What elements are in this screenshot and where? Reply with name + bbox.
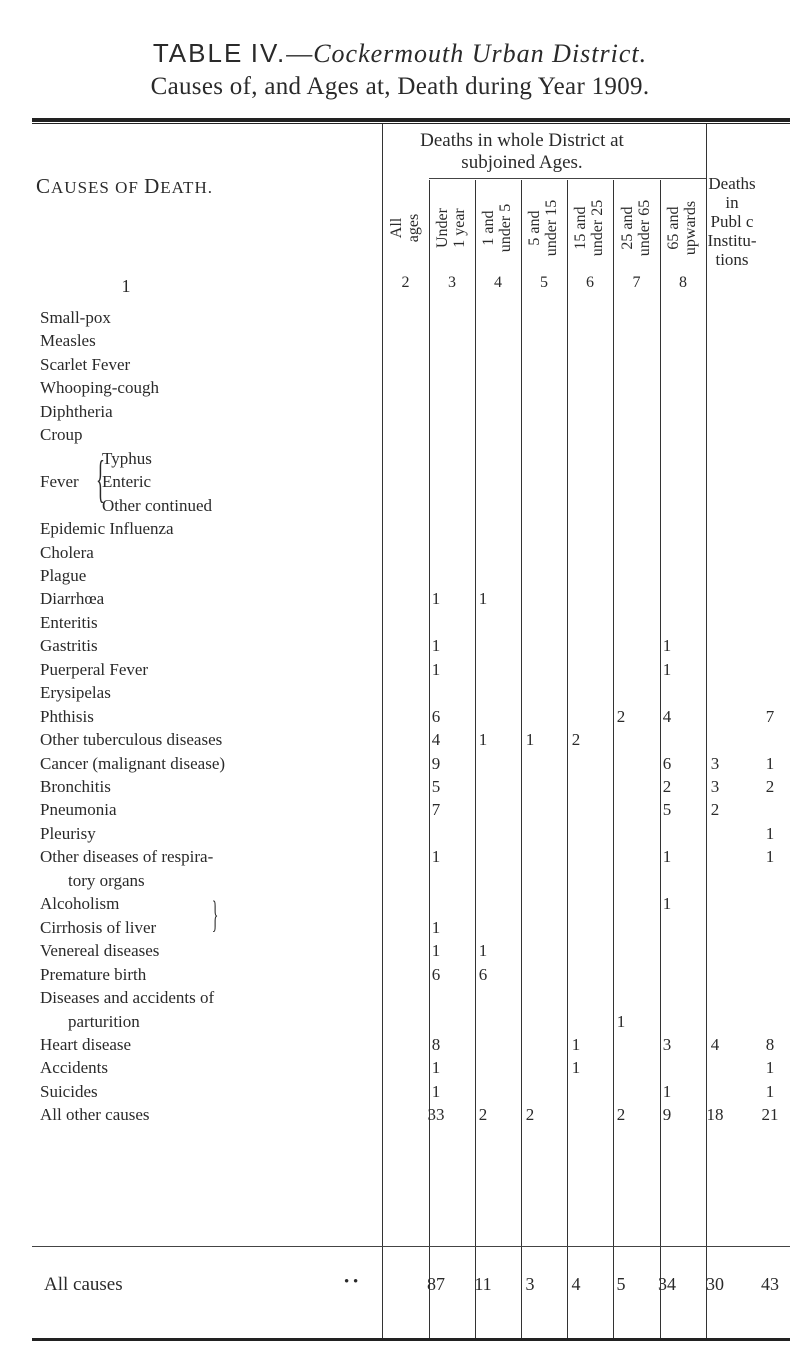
cause-label: Premature birth [40, 964, 147, 984]
totals-leader-dots: • • [344, 1274, 359, 1290]
col-number: 5 [540, 274, 548, 291]
col-number: 4 [494, 274, 502, 291]
table-cell: 1 [662, 1081, 672, 1101]
cause-label: Puerperal Fever [40, 659, 149, 679]
cause-label: Cancer (malignant disease) [40, 753, 226, 773]
causes-header: CAUSES OF DEATH. [36, 174, 213, 198]
col-header-line: ages [404, 213, 422, 243]
col-header-line: 1 and [480, 210, 497, 246]
cause-label: Croup [40, 425, 83, 445]
table-cell: 1 [662, 847, 672, 867]
col-header-line: 15 and [572, 206, 589, 250]
table-cell: 1 [571, 1058, 581, 1078]
table-cell: 7 [431, 800, 441, 820]
table-cell: 1 [525, 730, 535, 750]
table-cell: 1 [431, 1081, 441, 1101]
table-cell: 1 [478, 730, 488, 750]
col-rule [521, 180, 522, 1338]
col-header-4 [480, 188, 516, 268]
cause-label: Erysipelas [40, 683, 111, 703]
col-header-line: 25 and [618, 206, 636, 250]
table-cell: 7 [765, 706, 775, 726]
table-cell: 2 [571, 730, 581, 750]
table-subtitle: Causes of, and Ages at, Death during Year 1909. [150, 73, 650, 100]
table-cell: 18 [706, 1105, 724, 1125]
table-cell: 1 [431, 917, 441, 937]
table-cell: 4 [431, 730, 441, 750]
totals-rule [32, 1246, 790, 1247]
col-rule [567, 180, 568, 1338]
table-cell: 1 [431, 589, 441, 609]
table-heading [0, 38, 800, 101]
table-cell: 3 [710, 777, 720, 796]
table-cell: 2 [765, 777, 775, 796]
cause-label: Diseases and accidents of [40, 988, 215, 1008]
cause-label: Enteritis [40, 612, 98, 632]
table-cell: 3 [710, 753, 720, 773]
cause-label: Venereal diseases [40, 941, 160, 961]
table-cell: 33 [427, 1105, 445, 1125]
col-header-line: 1 year [451, 208, 468, 248]
cause-label: Typhus [102, 448, 152, 468]
table-cell: 1 [765, 753, 775, 773]
col-header-line: 5 and [526, 210, 543, 246]
cause-label: All other causes [40, 1105, 150, 1125]
table-cell: 8 [765, 1034, 775, 1054]
table-cell: 4 [710, 1034, 720, 1054]
table-cell: 1 [765, 1081, 775, 1101]
col-header-7 [619, 188, 655, 268]
col-header-line: under 25 [589, 199, 606, 257]
table-cell: 5 [431, 777, 441, 796]
totals-cell: 4 [571, 1274, 581, 1294]
table-cell: 2 [616, 1105, 626, 1125]
table-cell: 9 [662, 1105, 672, 1125]
cause-label: Measles [40, 331, 96, 351]
table-cell: 8 [431, 1034, 441, 1054]
totals-label: All causes [44, 1274, 123, 1295]
table-cell: 1 [662, 659, 672, 679]
liver-brace-icon: } [211, 894, 219, 937]
col-number: 3 [448, 274, 456, 291]
bottom-rule [32, 1338, 790, 1341]
totals-cell: 34 [658, 1274, 676, 1294]
table-cell: 5 [662, 800, 672, 820]
cause-label: Other continued [102, 495, 212, 515]
cause-label: Enteric [102, 472, 152, 492]
cause-label: Other tuberculous diseases [40, 730, 223, 750]
cause-label: Accidents [40, 1058, 108, 1078]
cause-label: Gastritis [40, 636, 98, 656]
table-cell: 6 [662, 753, 672, 773]
top-rule [32, 118, 790, 122]
cause-label: Cirrhosis of liver [40, 917, 157, 937]
table-cell: 2 [616, 706, 626, 726]
totals-cell: 5 [616, 1274, 626, 1294]
cause-label: tory organs [68, 870, 145, 890]
col-header-line: upwards [682, 200, 699, 256]
table-cell: 1 [662, 894, 672, 914]
col-number: 6 [586, 274, 594, 291]
title-dash: — [286, 39, 314, 68]
header-underline [429, 178, 706, 179]
table-cell: 2 [478, 1105, 488, 1125]
totals-cell: 11 [474, 1274, 492, 1294]
cause-label: Scarlet Fever [40, 354, 131, 374]
cause-label: Pneumonia [40, 800, 117, 820]
table-cell: 1 [431, 847, 441, 867]
col-rule [475, 180, 476, 1338]
cause-label: Small-pox [40, 308, 111, 327]
table-cell: 2 [662, 777, 672, 796]
totals-cell: 30 [706, 1274, 724, 1294]
col-header-line: 65 and [665, 206, 682, 250]
col-header-3 [434, 188, 470, 268]
col-rule-public [706, 124, 707, 1338]
totals-cell: 87 [427, 1274, 445, 1294]
causes-col-number: 1 [121, 276, 131, 296]
table-cell: 1 [765, 847, 775, 867]
table-cell: 1 [662, 636, 672, 656]
table-number: IV. [250, 38, 287, 68]
totals-cell: 3 [525, 1274, 535, 1294]
cause-label: Whooping-cough [40, 378, 159, 398]
cause-label: Plague [40, 565, 87, 585]
table-cell: 1 [765, 823, 775, 843]
col-header-line: All [387, 217, 405, 239]
col-rule [613, 180, 614, 1338]
table-cell: 1 [431, 1058, 441, 1078]
top-rule-thin [32, 123, 790, 124]
cause-label: Diphtheria [40, 401, 113, 421]
col-header-5 [526, 188, 562, 268]
table-cell: 9 [431, 753, 441, 773]
col-header-line: under 15 [543, 199, 560, 257]
cause-label: Pleurisy [40, 823, 96, 843]
table-cell: 4 [662, 706, 672, 726]
cause-label: Epidemic Influenza [40, 519, 174, 539]
fever-brace-icon: { [96, 450, 105, 508]
col-number: 8 [679, 274, 687, 291]
col-header-6 [572, 188, 608, 268]
col-number: 7 [632, 274, 641, 291]
table-cell: 6 [431, 964, 441, 984]
totals-cell: 43 [761, 1274, 779, 1294]
cause-label: Other diseases of respira- [40, 847, 214, 867]
table-cell: 1 [616, 1011, 626, 1031]
col-header-2 [388, 188, 424, 268]
table-cell: 1 [765, 1058, 775, 1078]
cause-label: Alcoholism [40, 894, 120, 914]
col-header-line: under 65 [635, 199, 653, 257]
table-cell: 21 [761, 1105, 779, 1125]
fever-group-label: Fever [40, 472, 79, 492]
col-number: 2 [401, 274, 410, 291]
cause-label: Diarrhœa [40, 589, 105, 609]
cause-label: Cholera [40, 542, 94, 562]
public-institutions-header: Deaths in Publ c Institu- tions [707, 174, 757, 269]
table-cell: 1 [431, 659, 441, 679]
table-cell: 3 [662, 1034, 672, 1054]
table-cell: 1 [478, 941, 488, 961]
col-header-line: Under [434, 208, 451, 248]
cause-label: Heart disease [40, 1034, 132, 1054]
table-cell: 1 [571, 1034, 581, 1054]
ages-group-header: Deaths in whole District at subjoined Ages. [420, 130, 624, 173]
cause-label: Phthisis [40, 706, 94, 726]
mortality-table [32, 118, 790, 1340]
table-cell: 6 [478, 964, 488, 984]
col-rule-causes [382, 124, 383, 1338]
table-cell: 1 [478, 589, 488, 609]
cause-label: Suicides [40, 1081, 98, 1101]
table-cell: 1 [431, 941, 441, 961]
district-name: Cockermouth Urban District. [313, 39, 648, 68]
table-cell: 2 [525, 1105, 535, 1125]
col-header-8 [665, 188, 701, 268]
table-cell: 6 [431, 706, 441, 726]
cause-label: parturition [68, 1011, 140, 1031]
cause-label: Bronchitis [40, 777, 111, 796]
table-cell: 1 [431, 636, 441, 656]
table-label: TABLE [152, 38, 244, 68]
table-cell: 2 [710, 800, 720, 820]
col-header-line: under 5 [497, 203, 514, 253]
